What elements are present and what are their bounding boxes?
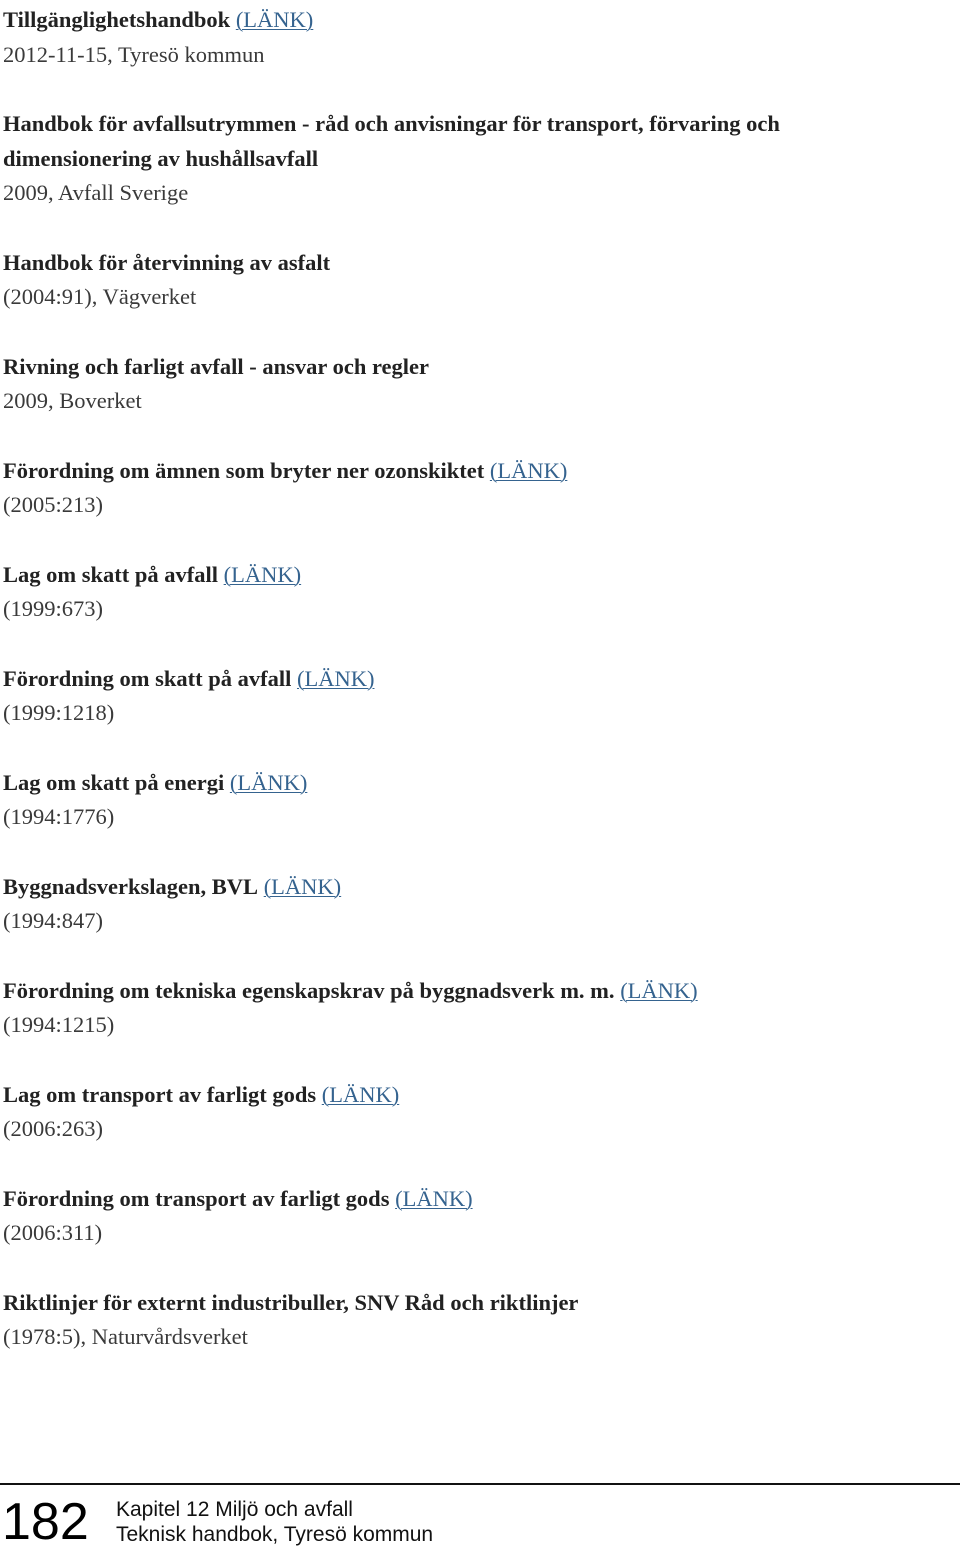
reference-meta: (2006:311)	[3, 1220, 103, 1245]
reference-meta: (1994:847)	[3, 908, 103, 933]
reference-meta: (2004:91), Vägverket	[3, 284, 197, 309]
reference-title: Tillgänglighetshandbok	[3, 7, 231, 32]
reference-entry-byggnadsverkslagen	[3, 870, 953, 939]
reference-link[interactable]: (LÄNK)	[229, 769, 308, 795]
reference-link[interactable]: (LÄNK)	[263, 873, 342, 899]
reference-entry-handbok-avfallsutrymmen	[3, 107, 953, 211]
reference-meta: (2005:213)	[3, 492, 103, 517]
reference-meta: 2009, Boverket	[3, 388, 142, 413]
reference-link[interactable]: (LÄNK)	[296, 665, 375, 691]
reference-meta: (1994:1215)	[3, 1012, 115, 1037]
reference-meta: (1999:673)	[3, 596, 103, 621]
reference-meta: (2006:263)	[3, 1116, 103, 1141]
footer-chapter: Kapitel 12 Miljö och avfall	[116, 1498, 353, 1521]
reference-title: Förordning om skatt på avfall	[3, 665, 292, 691]
reference-title: Förordning om ämnen som bryter ner ozonskiktet	[3, 457, 485, 483]
reference-title: Lag om transport av farligt gods	[3, 1081, 317, 1107]
reference-title: Riktlinjer för externt industribuller, SNV Råd och riktlinjer	[3, 1289, 579, 1315]
footer-caption	[116, 1497, 433, 1547]
reference-entry-tillganglighetshandbok	[3, 3, 953, 72]
reference-title: Förordning om tekniska egenskapskrav på byggnadsverk m. m.	[3, 977, 615, 1003]
footer-divider	[0, 1483, 960, 1485]
reference-meta: (1999:1218)	[3, 700, 115, 725]
reference-entry-lag-transport-farligt-gods	[3, 1078, 953, 1147]
reference-link[interactable]: (LÄNK)	[395, 1185, 473, 1211]
page-number: 182	[2, 1493, 89, 1551]
reference-title: Handbok för avfallsutrymmen - råd och anvisningar för transport, förvaring och	[3, 111, 780, 136]
reference-entry-lag-skatt-energi	[3, 766, 953, 835]
reference-entry-forordning-transport-farligt-gods	[3, 1182, 953, 1251]
reference-title: Förordning om transport av farligt gods	[3, 1185, 390, 1211]
reference-link[interactable]: (LÄNK)	[223, 561, 302, 587]
reference-entry-forordning-skatt-avfall	[3, 662, 953, 731]
reference-title: Lag om skatt på energi	[3, 769, 225, 795]
reference-title: Byggnadsverkslagen, BVL	[3, 873, 259, 899]
reference-entry-forordning-ozonskiktet	[3, 454, 953, 523]
reference-list	[3, 3, 953, 1390]
reference-entry-lag-skatt-avfall	[3, 558, 953, 627]
reference-entry-riktlinjer-industribuller	[3, 1286, 953, 1355]
reference-title: Rivning och farligt avfall - ansvar och regler	[3, 353, 430, 379]
reference-meta: (1978:5), Naturvårdsverket	[3, 1324, 248, 1349]
reference-meta: 2012-11-15, Tyresö kommun	[3, 41, 265, 67]
footer-publication: Teknisk handbok, Tyresö kommun	[116, 1523, 434, 1546]
reference-entry-rivning-farligt-avfall	[3, 350, 953, 419]
reference-meta: 2009, Avfall Sverige	[3, 180, 189, 205]
reference-link[interactable]: (LÄNK)	[489, 457, 568, 483]
reference-link[interactable]: (LÄNK)	[235, 7, 314, 32]
reference-link[interactable]: (LÄNK)	[321, 1081, 400, 1107]
reference-link[interactable]: (LÄNK)	[620, 977, 698, 1003]
reference-title: Lag om skatt på avfall	[3, 561, 219, 587]
reference-title: Handbok för återvinning av asfalt	[3, 249, 331, 275]
reference-title-continued: dimensionering av hushållsavfall	[3, 145, 319, 171]
reference-entry-handbok-asfalt	[3, 246, 953, 315]
reference-meta: (1994:1776)	[3, 804, 115, 829]
reference-entry-forordning-tekniska-egenskapskrav	[3, 974, 953, 1043]
